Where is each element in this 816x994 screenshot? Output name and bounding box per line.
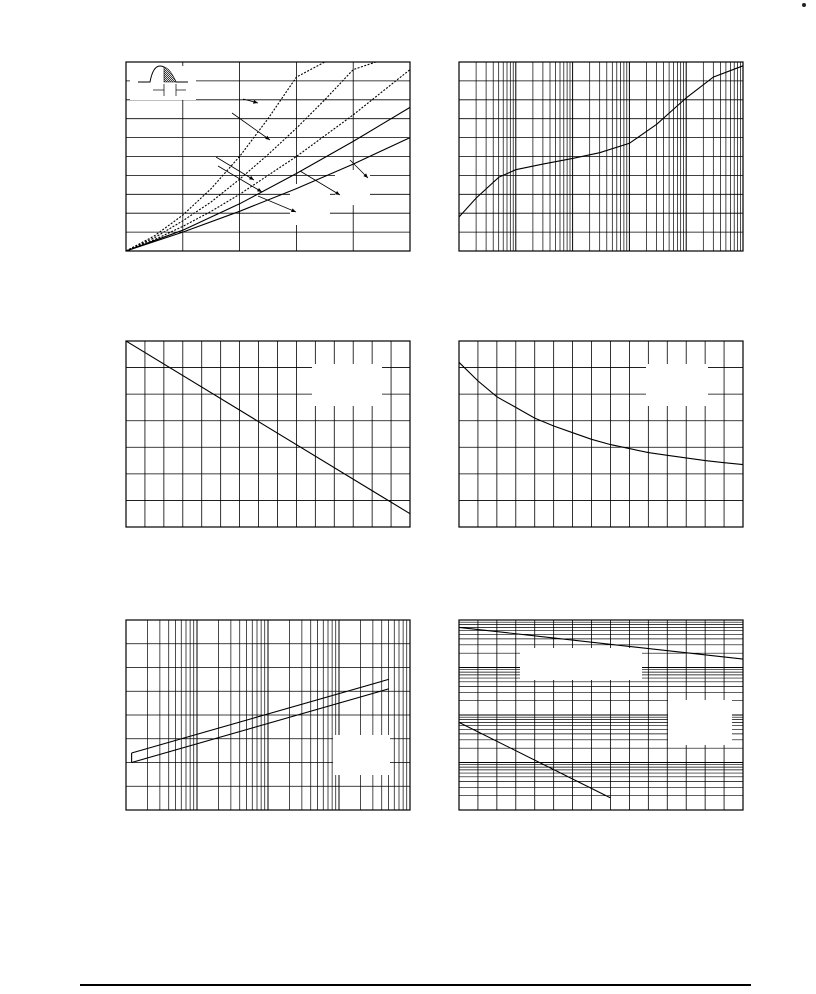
chart1-arrow-head bbox=[257, 188, 262, 192]
footer-rule bbox=[80, 984, 751, 986]
chart6-legend-box bbox=[668, 700, 732, 745]
chart1-arrow-head bbox=[249, 176, 254, 180]
chart1-inset-box bbox=[130, 66, 196, 100]
chart5-legend-box bbox=[333, 735, 390, 775]
chart1-leader-line bbox=[232, 113, 270, 140]
chart3-legend-box bbox=[312, 364, 382, 406]
chart6-legend-box bbox=[520, 648, 642, 680]
chart1-label-clear bbox=[290, 184, 330, 225]
chart4-legend-box bbox=[646, 364, 708, 406]
